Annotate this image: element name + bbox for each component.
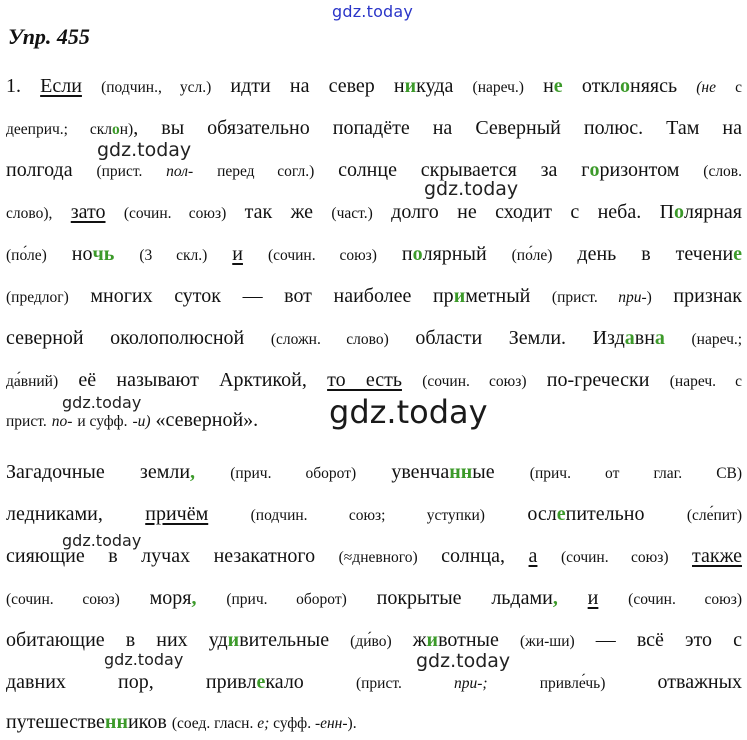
paragraph2-line5: обитающие в них удивительные (ди́во) животные (жи-ши) — всё это с: [6, 629, 742, 651]
paragraph1-line3: полгода (прист. пол- перед согл.) солнце скрывается за горизонтом (слов.: [6, 159, 742, 181]
watermark: gdz.today: [424, 178, 519, 200]
paragraph1-line2: дееприч.; склон), вы обязательно попадёте на Северный полюс. Там на: [6, 117, 742, 139]
paragraph1-line1: 1. Если (подчин., усл.) идти на север никуда (нареч.) не отклоняясь (не с: [6, 75, 742, 97]
paragraph2-line4: (сочин. союз) моря, (прич. оборот) покрытые льдами, и (сочин. союз): [6, 587, 742, 609]
watermark: gdz.today: [416, 650, 511, 672]
paragraph2-line6: давних пор, привлекало (прист. при-; привле́чь) отважных: [6, 671, 742, 693]
paragraph1-line9: прист. по- и суфф. -и) «северной».: [6, 409, 259, 431]
paragraph1-line4: слово), зато (сочин. союз) так же (част.) долго не сходит с неба. Полярная: [6, 201, 742, 223]
watermark: gdz.today: [104, 650, 184, 669]
watermark-large: gdz.today: [329, 393, 488, 431]
watermark: gdz.today: [62, 531, 142, 550]
paragraph1-line5: (по́ле) ночь (3 скл.) и (сочин. союз) полярный (по́ле) день в течение: [6, 243, 742, 265]
paragraph2-line3: сияющие в лучах незакатного (≈дневного) солнца, а (сочин. союз) также: [6, 545, 742, 567]
paragraph2-line2: ледниками, причём (подчин. союз; уступки) ослепительно (сле́пит): [6, 503, 742, 525]
paragraph2-line7: путешественников (соед. гласн. е; суфф. -енн-).: [6, 711, 357, 733]
paragraph1-line8: да́вний) её называют Арктикой, то есть (сочин. союз) по-гречески (нареч. с: [6, 369, 742, 391]
exercise-title: Упр. 455: [8, 24, 90, 49]
watermark: gdz.today: [62, 393, 142, 412]
paragraph2-line1: Загадочные земли, (прич. оборот) увенчанные (прич. от глаг. СВ): [6, 461, 742, 483]
watermark-top: gdz.today: [332, 2, 414, 21]
paragraph1-line7: северной околополюсной (сложн. слово) области Земли. Издавна (нареч.;: [6, 327, 742, 349]
paragraph1-line6: (предлог) многих суток — вот наиболее приметный (прист. при-) признак: [6, 285, 742, 307]
watermark: gdz.today: [97, 139, 192, 161]
